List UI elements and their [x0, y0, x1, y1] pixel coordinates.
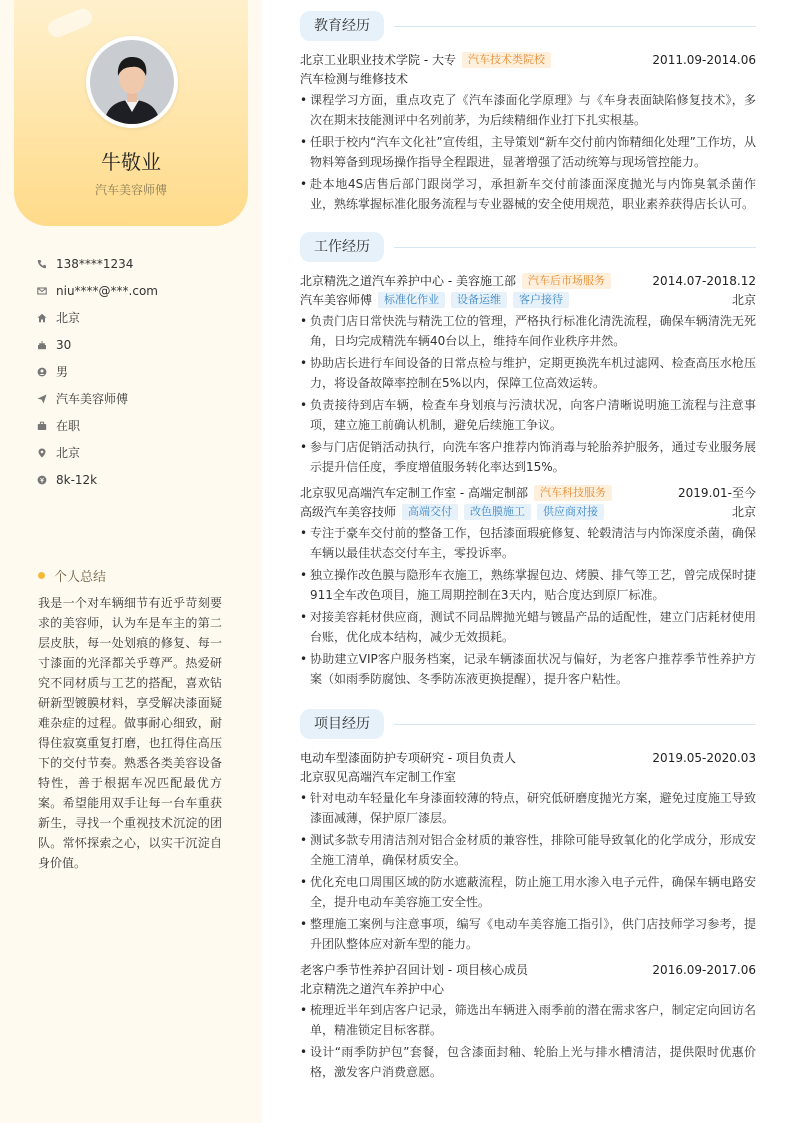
contact-home — [36, 304, 246, 331]
salary-icon — [36, 474, 48, 486]
job-position: 高级汽车美容技师 — [300, 505, 397, 519]
skill-tag: 高端交付 — [402, 504, 458, 520]
contact-gender-text: 男 — [56, 365, 69, 379]
project-section-title: 项目经历 — [300, 709, 384, 739]
company-tag: 汽车科技服务 — [534, 485, 612, 501]
project-entry-1 — [300, 748, 756, 956]
school-name: 北京工业职业技术学院 - 大专 — [300, 53, 456, 67]
list-item: • 任职于校内“汽车文化社”宣传组，主导策划“新车交付前内饰精细化处理”工作坊，从物料筹备到现场操作指导全程跟进，显著增强了活动统筹与现场管控能力。 — [300, 132, 756, 172]
contact-salary — [36, 466, 246, 493]
contact-location-text: 北京 — [56, 446, 81, 460]
education-section-title: 教育经历 — [300, 11, 384, 41]
briefcase-icon — [36, 420, 48, 432]
skill-tag: 供应商对接 — [537, 504, 604, 520]
section-divider — [394, 26, 756, 27]
project-section-header — [300, 709, 756, 739]
send-icon — [36, 393, 48, 405]
contact-status-text: 在职 — [56, 419, 81, 433]
summary-bullet-dot — [38, 572, 45, 579]
mail-icon — [36, 285, 48, 297]
avatar — [86, 36, 178, 128]
company-name: 北京精洗之道汽车养护中心 - 美容施工部 — [300, 274, 516, 288]
list-item: • 独立操作改色膜与隐形车衣施工，熟练掌握包边、烤膜、排气等工艺，曾完成保时捷911全车改色项目，施工周期控制在3天内，贴合度达到原厂标准。 — [300, 565, 756, 605]
job-position: 汽车美容师傅 — [300, 293, 373, 307]
job-city: 北京 — [731, 505, 756, 519]
contact-email — [36, 277, 246, 304]
job-date: 2014.07-2018.12 — [652, 273, 756, 288]
contact-gender — [36, 358, 246, 385]
contact-email-text: niu****@***.com — [56, 283, 158, 298]
major: 汽车检测与维修技术 — [300, 72, 409, 86]
company-name: 北京驭见高端汽车定制工作室 - 高端定制部 — [300, 486, 528, 500]
work-section-header — [300, 232, 756, 262]
project-entry-2 — [300, 960, 756, 1084]
list-item: • 整理施工案例与注意事项，编写《电动车美容施工指引》，供门店技师学习参考，提升团队整体应对新车型的能力。 — [300, 914, 756, 954]
list-item: • 测试多款专用清洁剂对铝合金材质的兼容性，排除可能导致氧化的化学成分，形成安全施工清单，确保材质安全。 — [300, 830, 756, 870]
project-name: 电动车型漆面防护专项研究 - 项目负责人 — [300, 751, 516, 765]
candidate-role: 汽车美容师傅 — [94, 183, 167, 197]
list-item: • 协助店长进行车间设备的日常点检与维护，定期更换洗车机过滤网、检查高压水枪压力，将设备故障率控制在5%以内，保障工位高效运转。 — [300, 353, 756, 393]
work-entry-1 — [300, 271, 756, 479]
list-item: • 优化充电口周围区域的防水遮蔽流程，防止施工用水渗入电子元件，确保车辆电路安全，提升电动车美容施工安全性。 — [300, 872, 756, 912]
project-date: 2019.05-2020.03 — [652, 750, 756, 765]
project-org: 北京精洗之道汽车养护中心 — [300, 982, 445, 996]
phone-icon — [36, 258, 48, 270]
company-tag: 汽车后市场服务 — [522, 273, 611, 289]
contact-home-text: 北京 — [56, 311, 81, 325]
list-item: • 专注于豪车交付前的整备工作，包括漆面瑕疵修复、轮毂清洁与内饰深度杀菌，确保车辆以最佳状态交付车主，零投诉率。 — [300, 523, 756, 563]
work-entry-2 — [300, 483, 756, 691]
list-item: • 对接美容耗材供应商，测试不同品牌抛光蜡与镀晶产品的适配性，建立门店耗材使用台账，优化成本结构，减少无效损耗。 — [300, 607, 756, 647]
work-section-title: 工作经历 — [300, 232, 384, 262]
contact-salary-text: 8k-12k — [56, 472, 98, 487]
summary-title: 个人总结 — [54, 570, 107, 585]
cake-icon — [36, 339, 48, 351]
list-item: • 课程学习方面，重点攻克了《汽车漆面化学原理》与《车身表面缺陷修复技术》，多次在期末技能测评中名列前茅，为后续精细作业打下扎实根基。 — [300, 90, 756, 130]
skill-tag: 客户接待 — [513, 292, 569, 308]
section-divider — [394, 247, 756, 248]
contact-list — [36, 250, 246, 493]
home-icon — [36, 312, 48, 324]
avatar-photo — [90, 40, 174, 124]
project-date: 2016.09-2017.06 — [652, 962, 756, 977]
summary-heading — [38, 566, 106, 585]
list-item: • 梳理近半年到店客户记录，筛选出车辆进入雨季前的潜在需求客户，制定定向回访名单，精准锁定目标客群。 — [300, 1000, 756, 1040]
skill-tag: 设备运维 — [451, 292, 507, 308]
section-divider — [394, 724, 756, 725]
education-section-header — [300, 11, 756, 41]
contact-age — [36, 331, 246, 358]
location-icon — [36, 447, 48, 459]
decorative-shape — [45, 6, 94, 40]
job-city: 北京 — [731, 293, 756, 307]
contact-status — [36, 412, 246, 439]
contact-position-text: 汽车美容师傅 — [56, 392, 129, 406]
school-tag: 汽车技术类院校 — [462, 52, 551, 68]
summary-text: 我是一个对车辆细节有近乎苛刻要求的美容师，认为车是车主的第二层皮肤，每一处划痕的修复、每一寸漆面的光泽都关乎尊严。热爱研究不同材质与工艺的搭配，喜欢钻研新型镀膜材料，享受解决漆面疑难杂症的过程。做事耐心细致，耐得住寂寞重复打磨，也扛得住高压下的交付节奏。熟悉各类美容设备特性，善于根据车况匹配最优方案。希望能用双手让每一台车重获新生，寻找一个重视技术沉淀的团队。常怀探索之心，以实干沉淀自身价值。 — [38, 596, 222, 870]
contact-age-text: 30 — [56, 337, 72, 352]
candidate-name: 牛敬业 — [101, 150, 161, 174]
list-item: • 参与门店促销活动执行，向洗车客户推荐内饰消毒与轮胎养护服务，通过专业服务展示提升信任度，季度增值服务转化率达到15%。 — [300, 437, 756, 477]
project-org: 北京驭见高端汽车定制工作室 — [300, 770, 457, 784]
list-item: • 负责门店日常快洗与精洗工位的管理，严格执行标准化清洗流程，确保车辆清洗无死角，日均完成精洗车辆40台以上，维持车间作业秩序井然。 — [300, 311, 756, 351]
skill-tag: 改色膜施工 — [464, 504, 531, 520]
education-entry — [300, 50, 756, 216]
project-name: 老客户季节性养护召回计划 - 项目核心成员 — [300, 963, 528, 977]
contact-position — [36, 385, 246, 412]
list-item: • 负责接待到店车辆，检查车身划痕与污渍状况，向客户清晰说明施工流程与注意事项，建立施工前确认机制，避免后续施工争议。 — [300, 395, 756, 435]
list-item: • 赴本地4S店售后部门跟岗学习，承担新车交付前漆面深度抛光与内饰臭氧杀菌作业，熟练掌握标准化服务流程与专业器械的安全使用规范，职业素养获得店长认可。 — [300, 174, 756, 214]
contact-location — [36, 439, 246, 466]
contact-phone — [36, 250, 246, 277]
contact-phone-text: 138****1234 — [56, 256, 134, 271]
sidebar — [0, 0, 262, 1123]
gender-icon — [36, 366, 48, 378]
job-date: 2019.01-至今 — [678, 486, 756, 500]
list-item: • 针对电动车轻量化车身漆面较薄的特点，研究低研磨度抛光方案，避免过度施工导致漆面减薄，保护原厂漆层。 — [300, 788, 756, 828]
list-item: • 协助建立VIP客户服务档案，记录车辆漆面状况与偏好，为老客户推荐季节性养护方案（如雨季防腐蚀、冬季防冻液更换提醒），提升客户粘性。 — [300, 649, 756, 689]
education-date: 2011.09-2014.06 — [652, 52, 756, 67]
list-item: • 设计“雨季防护包”套餐，包含漆面封釉、轮胎上光与排水槽清洁，提供限时优惠价格，激发客户消费意愿。 — [300, 1042, 756, 1082]
skill-tag: 标准化作业 — [378, 292, 445, 308]
